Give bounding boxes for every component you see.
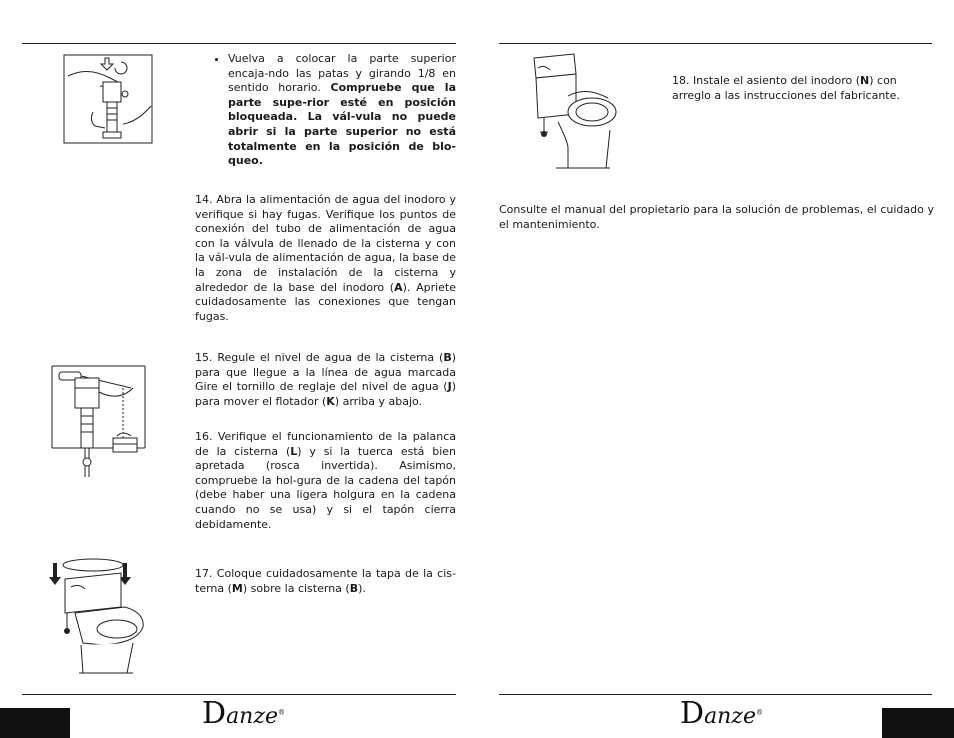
step-15-text: 15. Regule el nivel de agua de la cisterna (B) para que llegue a la línea de agua marcada Gire el tornillo de reglaje del nivel de agua (J) para mover el flotador (K) arriba y abajo. [195,351,456,408]
page-number-block-right [882,708,954,738]
bullet-text: • Vuelva a colocar la parte superior encaja-ndo las patas y girando 1/8 en sentido horario. Compruebe que la parte supe-rior esté en posición bloqueada. La vál-vula no puede abrir si la parte superior no está totalmente en la posición de blo-queo. [216,52,456,169]
step-14-text: 14. Abra la alimentación de agua del inodoro y verifique si hay fugas. Verifique los puntos de conexión del tubo de alimentación de agua con la válvula de llenado de la cisterna y con la vál-vula de alimentación de agua, la base de la zona de instalación de la cisterna y alrededor de la base del inodoro (A). Apriete cuidadosamente las conexiones que tengan fugas. [195,193,456,323]
step-17-text: 17. Coloque cuidadosamente la tapa de la cis-terna (M) sobre la cisterna (B). [195,567,456,595]
step-18-text: 18. Instale el asiento del inodoro (N) con arreglo a las instrucciones del fabricante. [672,74,900,102]
top-rule-left [22,43,456,44]
danze-logo-right: Danze® [680,696,763,731]
bottom-rule-right [499,694,932,695]
top-rule-right [499,43,932,44]
bottom-rule-left [22,694,456,695]
step-16-text: 16. Verifique el funcionamiento de la palanca de la cisterna (L) y si la tuerca está bien apretada (rosca invertida). Asimismo, compruebe la hol-gura de la cadena del tapón (debe haber una ligera holgura en la cadena cuando no se usa) y si el tapón cierra debidamente. [195,430,456,531]
hand-rotating-valve-icon [63,54,153,144]
page-number-block-left [0,708,70,738]
toilet-lid-placement-icon [45,553,150,683]
tank-fill-valve-icon [47,362,147,482]
toilet-seat-icon [528,50,620,175]
danze-logo-left: Danze® [202,696,285,731]
owner-manual-note: Consulte el manual del propietario para la solución de problemas, el cuidado y el mantenimiento. [499,203,934,231]
